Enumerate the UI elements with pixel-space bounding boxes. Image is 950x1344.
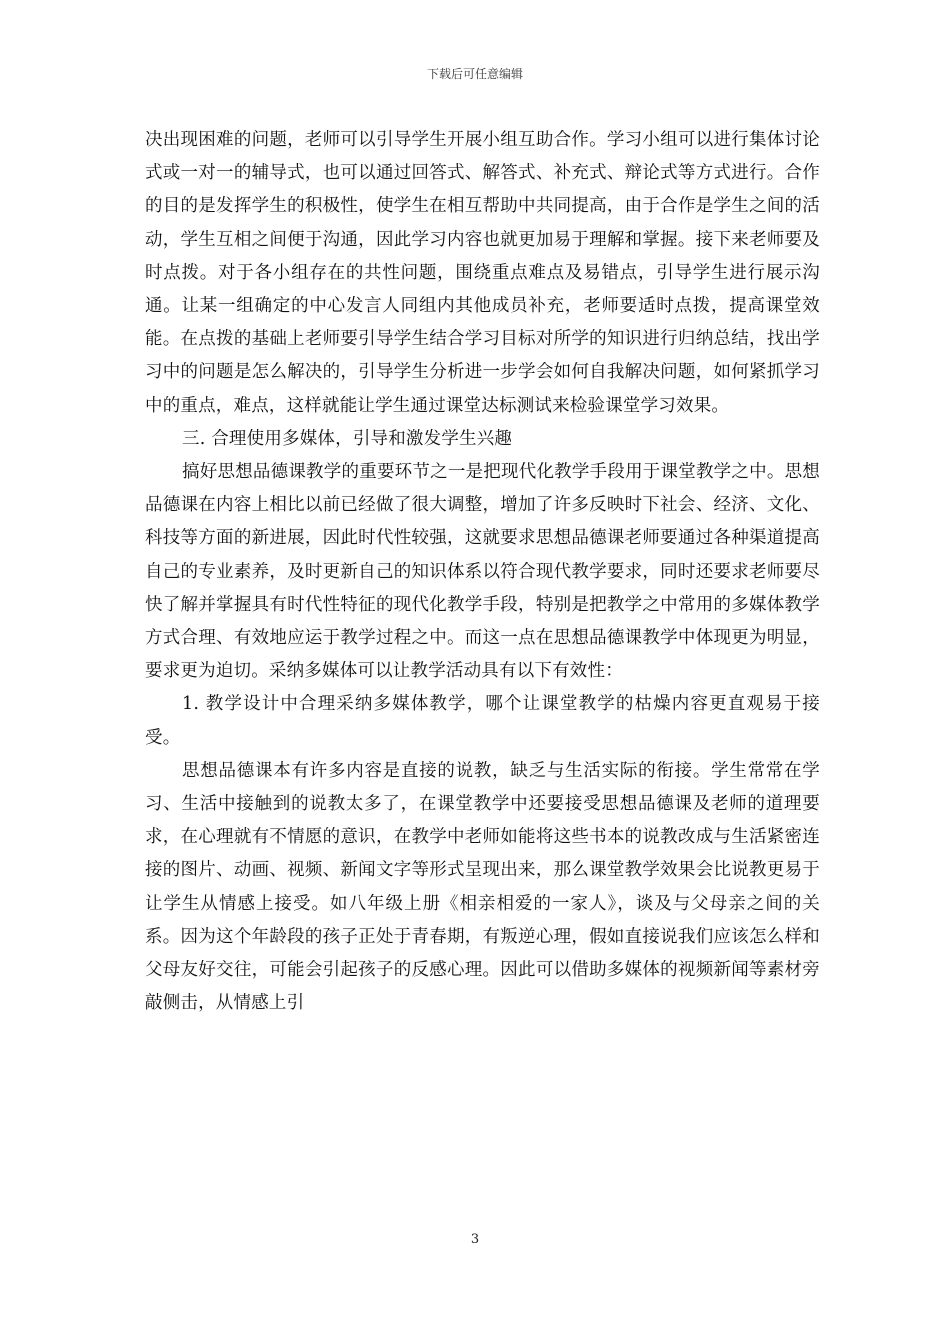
page-number: 3 [470, 1232, 480, 1247]
page-header: 下载后可任意编辑 [426, 67, 523, 81]
paragraph: 思想品德课本有许多内容是直接的说教，缺乏与生活实际的衔接。学生常常在学习、生活中接触到的说教太多了，在课堂教学中还要接受思想品德课及老师的道理要求，在心理就有不情愿的意识，在教学中老师如能将这些书本的说教改成与生活紧密连接的图片、动画、视频、新闻文字等形式呈现出来，那么课堂教学效果会比说教更易于让学生从情感上接受。如八年级上册《相亲相爱的一家人》，谈及与父母亲之间的关系。因为这个年龄段的孩子正处于青春期，有叛逆心理，假如直接说我们应该怎么样和父母友好交往，可能会引起孩子的反感心理。因此可以借助多媒体的视频新闻等素材旁敲侧击，从情感上引 [145, 760, 820, 1014]
paragraph-continuation: 决出现困难的问题，老师可以引导学生开展小组互助合作。学习小组可以进行集体讨论式或一对一的辅导式，也可以通过回答式、解答式、补充式、辩论式等方式进行。合作的目的是发挥学生的积极性，使学生在相互帮助中共同提高，由于合作是学生之间的活动，学生互相之间便于沟通，因此学习内容也就更加易于理解和掌握。接下来老师要及时点拨。对于各小组存在的共性问题，围绕重点难点及易错点，引导学生进行展示沟通。让某一组确定的中心发言人同组内其他成员补充，老师要适时点拨，提高课堂效能。在点拨的基础上老师要引导学生结合学习目标对所学的知识进行归纳总结，找出学习中的问题是怎么解决的，引导学生分析进一步学会如何自我解决问题，如何紧抓学习中的重点，难点，这样就能让学生通过课堂达标测试来检验课堂学习效果。 [145, 130, 820, 416]
paragraph: 搞好思想品德课教学的重要环节之一是把现代化教学手段用于课堂教学之中。思想品德课在内容上相比以前已经做了很大调整，增加了许多反映时下社会、经济、文化、科技等方面的新进展，因此时代性较强，这就要求思想品德课老师要通过各种渠道提高自己的专业素养，及时更新自己的知识体系以符合现代教学要求，同时还要求老师要尽快了解并掌握具有时代性特征的现代化教学手段，特别是把教学之中常用的多媒体教学方式合理、有效地应运于教学过程之中。而这一点在思想品德课教学中体现更为明显，要求更为迫切。采纳多媒体可以让教学活动具有以下有效性： [145, 462, 820, 682]
section-heading: 三. 合理使用多媒体，引导和激发学生兴趣 [182, 428, 513, 449]
document-body [145, 124, 820, 1020]
subsection-heading: 1. 教学设计中合理采纳多媒体教学，哪个让课堂教学的枯燥内容更直观易于接受。 [145, 694, 820, 748]
